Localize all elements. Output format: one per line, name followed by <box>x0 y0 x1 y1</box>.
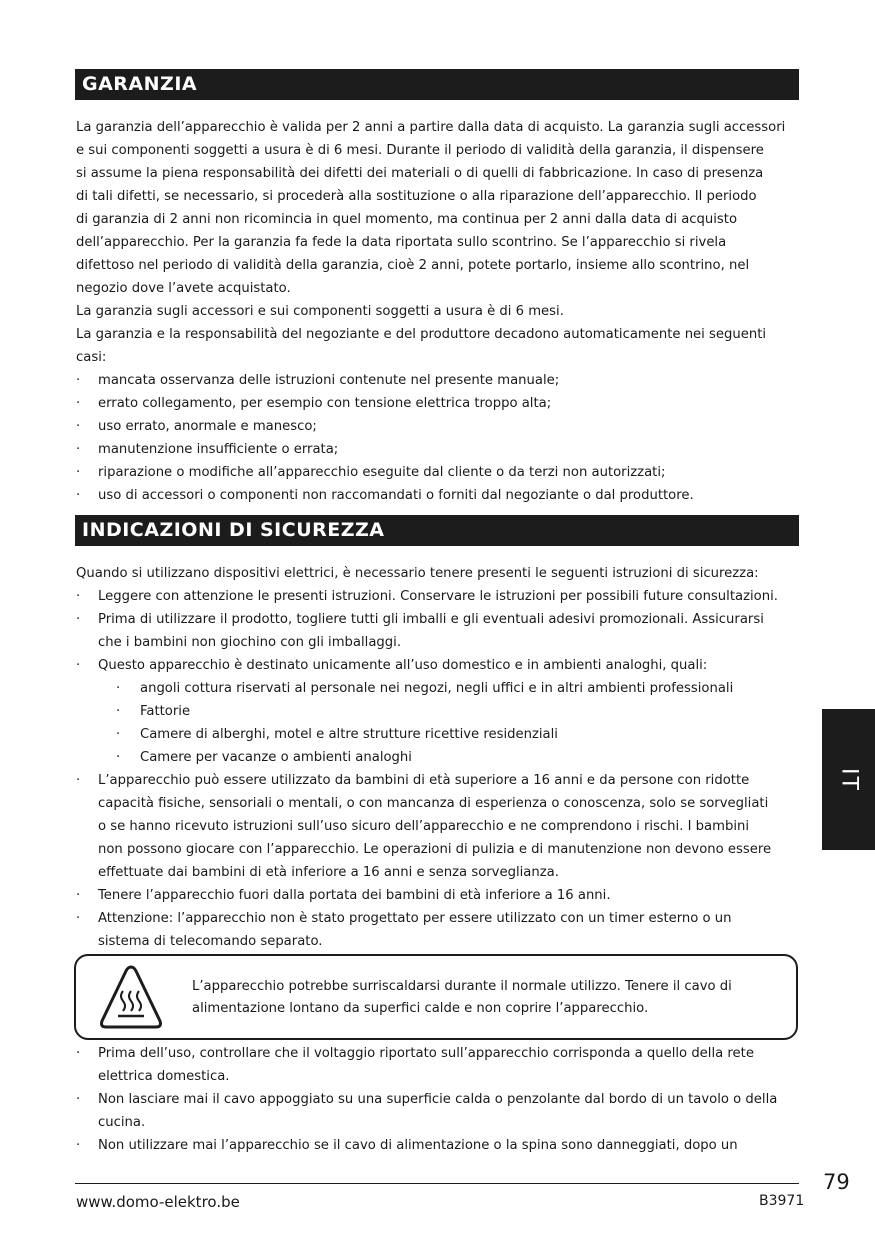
text-line: e sui componenti soggetti a usura è di 6 mesi. Durante il periodo di validità della garanzia, il dispensere <box>76 143 764 158</box>
bullet-dot: · <box>116 704 121 719</box>
hot-surface-warning-box <box>74 954 798 1040</box>
text-line: La garanzia sugli accessori e sui componenti soggetti a usura è di 6 mesi. <box>76 304 564 319</box>
list-item-text: Questo apparecchio è destinato unicamente all’uso domestico e in ambienti analoghi, quali: <box>98 658 708 673</box>
bullet-dot: · <box>76 419 81 434</box>
sub-list-item-text: Camere di alberghi, motel e altre strutture ricettive residenziali <box>140 727 558 742</box>
list-item-text: Prima dell’uso, controllare che il voltaggio riportato sull’apparecchio corrisponda a quello della rete <box>98 1046 754 1061</box>
page-number: 79 <box>823 1170 850 1194</box>
list-item-text: mancata osservanza delle istruzioni contenute nel presente manuale; <box>98 373 560 388</box>
bullet-dot: · <box>116 750 121 765</box>
list-item-text: uso di accessori o componenti non raccomandati o forniti dal negoziante o dal produttore. <box>98 488 694 503</box>
bullet-dot: · <box>76 612 81 627</box>
text-line: La garanzia e la responsabilità del negoziante e del produttore decadono automaticamente nei seguenti <box>76 327 767 342</box>
list-item-text: che i bambini non giochino con gli imballaggi. <box>98 635 402 650</box>
list-item-text: riparazione o modifiche all’apparecchio eseguite dal cliente o da terzi non autorizzati; <box>98 465 666 480</box>
list-item-text: capacità fisiche, sensoriali o mentali, o con mancanza di esperienza o conoscenza, solo se sorvegliati <box>98 796 769 811</box>
text-line: negozio dove l’avete acquistato. <box>76 281 291 296</box>
text-line: di tali difetti, se necessario, si procederà alla sostituzione o alla riparazione dell’apparecchio. Il periodo <box>76 189 757 204</box>
footer-website: www.domo-elektro.be <box>76 1193 240 1211</box>
list-item-text: L’apparecchio può essere utilizzato da bambini di età superiore a 16 anni e da persone con ridotte <box>98 773 750 788</box>
sub-list-item-text: Fattorie <box>140 704 191 719</box>
bullet-dot: · <box>76 396 81 411</box>
bullet-dot: · <box>76 442 81 457</box>
list-item-text: effettuate dai bambini di età inferiore a 16 anni e senza sorveglianza. <box>98 865 559 880</box>
list-item-text: Leggere con attenzione le presenti istruzioni. Conservare le istruzioni per possibili future consultazioni. <box>98 589 778 604</box>
text-line: si assume la piena responsabilità dei difetti dei materiali o di quelli di fabbricazione. In caso di presenza <box>76 166 764 181</box>
warning-text-line: alimentazione lontano da superfici calde e non coprire l’apparecchio. <box>192 1001 649 1016</box>
bullet-dot: · <box>76 465 81 480</box>
bullet-dot: · <box>76 888 81 903</box>
bullet-dot: · <box>76 373 81 388</box>
list-item-text: manutenzione insufficiente o errata; <box>98 442 339 457</box>
intro-text: Quando si utilizzano dispositivi elettrici, è necessario tenere presenti le seguenti istruzioni di sicurezza: <box>76 566 759 581</box>
list-item-text: uso errato, anormale e manesco; <box>98 419 317 434</box>
list-item-text: non possono giocare con l’apparecchio. Le operazioni di pulizia e di manutenzione non devono essere <box>98 842 772 857</box>
text-line: di garanzia di 2 anni non ricomincia in quel momento, ma continua per 2 anni dalla data di acquisto <box>76 212 738 227</box>
bullet-dot: · <box>76 658 81 673</box>
section-header-warranty: GARANZIA <box>75 69 799 100</box>
list-item-text: Prima di utilizzare il prodotto, togliere tutti gli imballi e gli eventuali adesivi promozionali. Assicurarsi <box>98 612 764 627</box>
footer-divider <box>75 1183 799 1184</box>
text-line: casi: <box>76 350 107 365</box>
section-header-safety: INDICAZIONI DI SICUREZZA <box>75 515 799 546</box>
language-tab <box>822 709 875 850</box>
list-item-text: Attenzione: l’apparecchio non è stato progettato per essere utilizzato con un timer esterno o un <box>98 911 732 926</box>
list-item-text: Non lasciare mai il cavo appoggiato su una superficie calda o penzolante dal bordo di un tavolo o della <box>98 1092 778 1107</box>
language-tab-label: IT <box>836 767 861 792</box>
sub-list-item-text: angoli cottura riservati al personale nei negozi, negli uffici e in altri ambienti professionali <box>140 681 734 696</box>
text-line: dell’apparecchio. Per la garanzia fa fede la data riportata sullo scontrino. Se l’apparecchio si rivela <box>76 235 727 250</box>
bullet-dot: · <box>76 1046 81 1061</box>
text-line: La garanzia dell’apparecchio è valida per 2 anni a partire dalla data di acquisto. La garanzia sugli accessori <box>76 120 786 135</box>
footer-model-number: B3971 <box>759 1193 805 1209</box>
sub-list-item-text: Camere per vacanze o ambienti analoghi <box>140 750 412 765</box>
list-item-text: sistema di telecomando separato. <box>98 934 323 949</box>
hot-surface-warning-icon <box>98 963 164 1031</box>
bullet-dot: · <box>116 681 121 696</box>
list-item-text: Tenere l’apparecchio fuori dalla portata dei bambini di età inferiore a 16 anni. <box>98 888 611 903</box>
bullet-dot: · <box>76 1138 81 1153</box>
bullet-dot: · <box>76 911 81 926</box>
list-item-text: errato collegamento, per esempio con tensione elettrica troppo alta; <box>98 396 552 411</box>
bullet-dot: · <box>76 773 81 788</box>
bullet-dot: · <box>76 589 81 604</box>
text-line: difettoso nel periodo di validità della garanzia, cioè 2 anni, potete portarlo, insieme allo scontrino, nel <box>76 258 750 273</box>
list-item-text: o se hanno ricevuto istruzioni sull’uso sicuro dell’apparecchio e ne comprendono i rischi. I bambini <box>98 819 750 834</box>
list-item-text: elettrica domestica. <box>98 1069 230 1084</box>
warning-text-line: L’apparecchio potrebbe surriscaldarsi durante il normale utilizzo. Tenere il cavo di <box>192 979 732 994</box>
list-item-text: cucina. <box>98 1115 146 1130</box>
list-item-text: Non utilizzare mai l’apparecchio se il cavo di alimentazione o la spina sono danneggiati, dopo un <box>98 1138 738 1153</box>
bullet-dot: · <box>116 727 121 742</box>
bullet-dot: · <box>76 1092 81 1107</box>
bullet-dot: · <box>76 488 81 503</box>
